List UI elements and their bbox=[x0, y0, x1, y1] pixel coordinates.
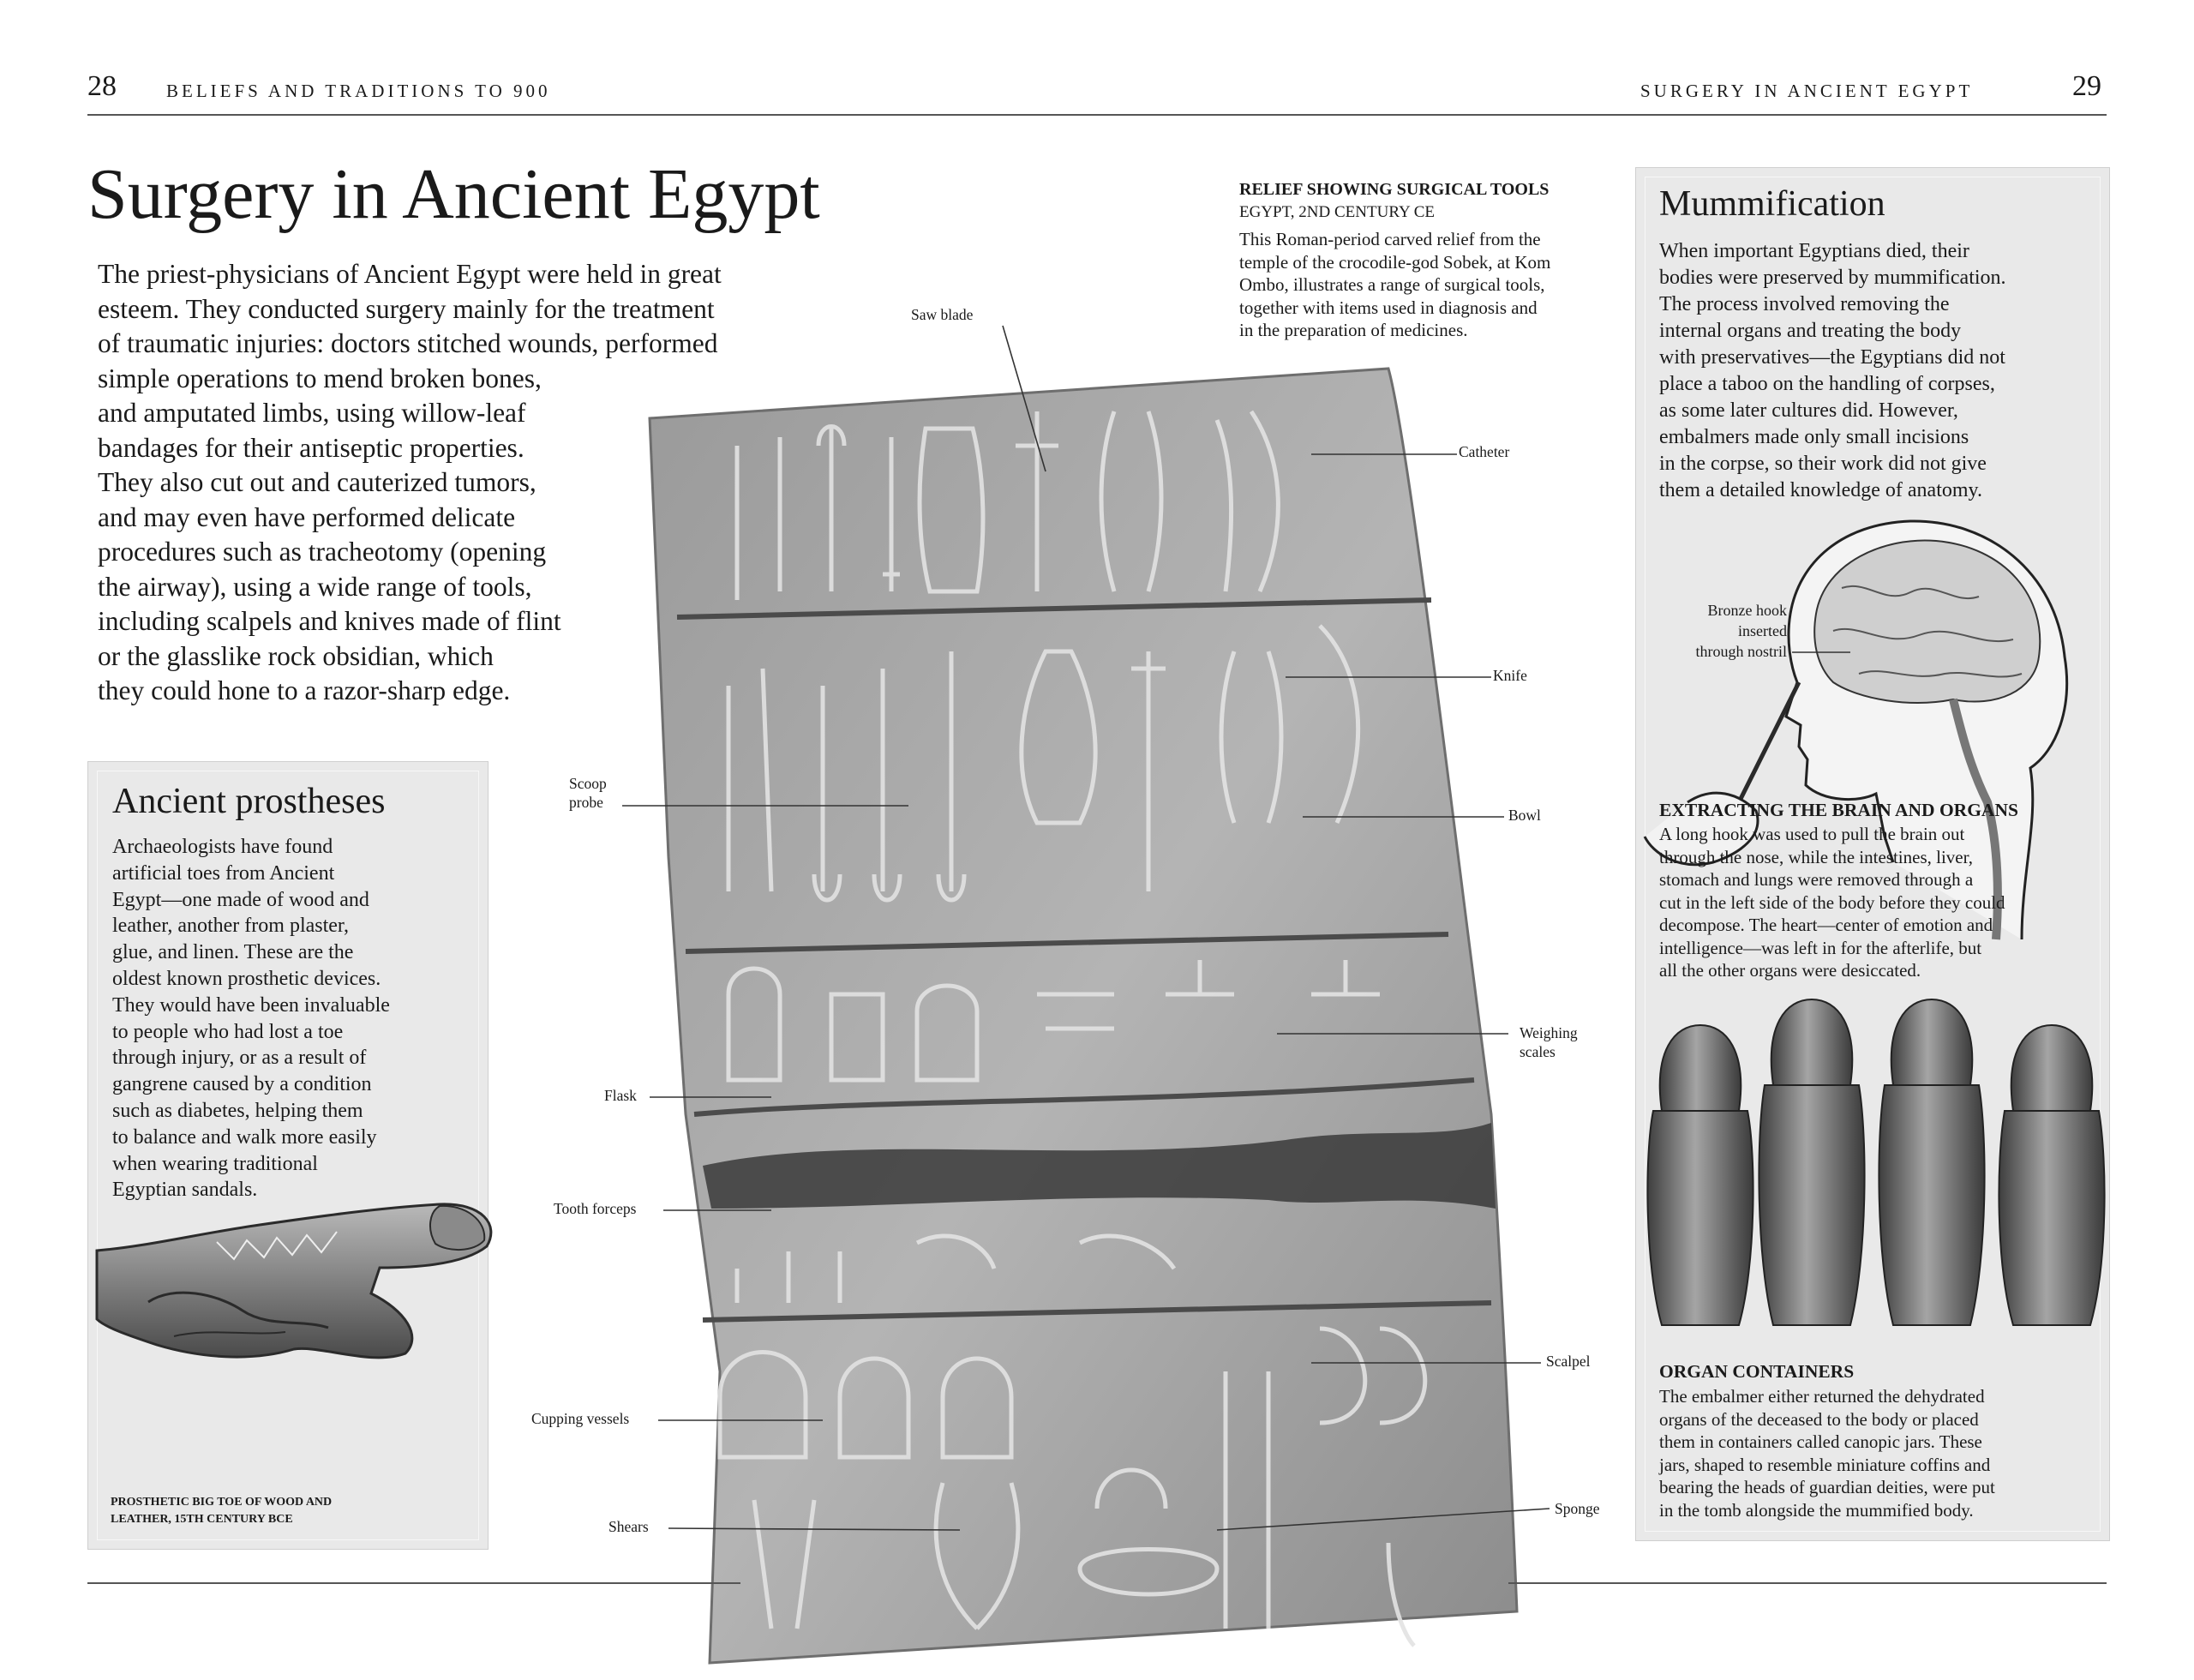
prostheses-line: gangrene caused by a condition bbox=[112, 1073, 372, 1096]
prostheses-line: leather, another from plaster, bbox=[112, 915, 349, 938]
intro-line: bandages for their antiseptic properties. bbox=[98, 432, 525, 463]
mummification-line: in the corpse, so their work did not give bbox=[1659, 453, 1987, 475]
prostheses-line: to balance and walk more easily bbox=[112, 1125, 377, 1149]
intro-line: of traumatic injuries: doctors stitched wounds, performed bbox=[98, 328, 718, 358]
prostheses-line: Egypt—one made of wood and bbox=[112, 888, 369, 911]
intro-line: and amputated limbs, using willow-leaf bbox=[98, 398, 526, 428]
relief-line: temple of the crocodile-god Sobek, at Kom bbox=[1239, 251, 1551, 273]
label-sponge: Sponge bbox=[1555, 1500, 1600, 1517]
containers-line: them in containers called canopic jars. These bbox=[1659, 1431, 1982, 1452]
intro-line: The priest-physicians of Ancient Egypt were held in great bbox=[98, 259, 722, 289]
prostheses-line: through injury, or as a result of bbox=[112, 1047, 367, 1070]
prostheses-line: when wearing traditional bbox=[112, 1152, 318, 1175]
relief-line: This Roman-period carved relief from the bbox=[1239, 229, 1541, 249]
label-flask: Flask bbox=[604, 1087, 637, 1104]
intro-line: and may even have performed delicate bbox=[98, 501, 516, 532]
saw-blade-leader bbox=[1003, 326, 1046, 471]
containers-line: jars, shaped to resemble miniature coffins and bbox=[1659, 1454, 1991, 1475]
containers-line: bearing the heads of guardian deities, were put bbox=[1659, 1477, 1995, 1497]
extract-line: cut in the left side of the body before they could bbox=[1659, 891, 2005, 913]
footer-rule-left bbox=[87, 1582, 740, 1584]
mummification-line: with preservatives—the Egyptians did not bbox=[1659, 346, 2005, 369]
canopic-jar bbox=[1759, 999, 1864, 1325]
relief-line: together with items used in diagnosis and bbox=[1239, 297, 1538, 318]
left-running-title: BELIEFS AND TRADITIONS TO 900 bbox=[166, 81, 551, 101]
extract-line: decompose. The heart—center of emotion and bbox=[1659, 915, 1993, 935]
canopic-jar bbox=[1647, 1025, 1753, 1325]
label-knife: Knife bbox=[1493, 667, 1527, 684]
intro-line: they could hone to a razor-sharp edge. bbox=[98, 675, 511, 705]
intro-line: the airway), using a wide range of tools, bbox=[98, 571, 532, 602]
label-shears: Shears bbox=[608, 1518, 649, 1535]
extract-line: A long hook was used to pull the brain out bbox=[1659, 824, 1965, 844]
label-saw-blade: Saw blade bbox=[911, 306, 974, 323]
mummification-line: place a taboo on the handling of corpses, bbox=[1659, 373, 1995, 395]
right-page-number: 29 bbox=[2072, 70, 2101, 102]
footer-rule-right bbox=[1508, 1582, 2107, 1584]
intro-line: including scalpels and knives made of flint bbox=[98, 606, 561, 636]
canopic-jars-image bbox=[1636, 982, 2109, 1342]
prostheses-line: such as diabetes, helping them bbox=[112, 1099, 363, 1122]
intro-line: They also cut out and cauterized tumors, bbox=[98, 467, 537, 497]
canopic-jar bbox=[1999, 1025, 2104, 1325]
left-page-number: 28 bbox=[87, 70, 117, 102]
extract-line: stomach and lungs were removed through a bbox=[1659, 869, 1974, 890]
right-running-title: SURGERY IN ANCIENT EGYPT bbox=[1640, 81, 1974, 101]
extract-heading: EXTRACTING THE BRAIN AND ORGANS bbox=[1659, 800, 2018, 820]
extract-text bbox=[1659, 823, 2005, 982]
containers-text bbox=[1659, 1385, 1995, 1521]
canopic-jar bbox=[1879, 999, 1984, 1325]
extract-line: all the other organs were desiccated. bbox=[1659, 960, 1921, 981]
mummification-line: as some later cultures did. However, bbox=[1659, 399, 1958, 422]
label-tooth-forceps: Tooth forceps bbox=[554, 1200, 637, 1217]
mummification-line: embalmers made only small incisions bbox=[1659, 426, 1969, 448]
label-bowl: Bowl bbox=[1508, 807, 1541, 824]
containers-heading: ORGAN CONTAINERS bbox=[1659, 1361, 1855, 1382]
intro-line: or the glasslike rock obsidian, which bbox=[98, 640, 494, 671]
prostheses-line: glue, and linen. These are the bbox=[112, 941, 354, 964]
prostheses-line: oldest known prosthetic devices. bbox=[112, 967, 381, 990]
prostheses-title: Ancient prostheses bbox=[112, 782, 386, 821]
intro-line: simple operations to mend broken bones, bbox=[98, 363, 542, 393]
relief-subheading: EGYPT, 2ND CENTURY CE bbox=[1239, 203, 1435, 221]
containers-line: The embalmer either returned the dehydrated bbox=[1659, 1386, 1985, 1407]
prostheses-line: artificial toes from Ancient bbox=[112, 861, 335, 885]
mummification-box bbox=[1635, 167, 2110, 1541]
mummification-line: them a detailed knowledge of anatomy. bbox=[1659, 479, 1982, 501]
prostheses-line: Egyptian sandals. bbox=[112, 1179, 258, 1202]
extract-line: intelligence—was left in for the afterlife, but bbox=[1659, 937, 1982, 958]
label-weighing-scales: Weighing scales bbox=[1520, 1024, 1578, 1060]
prostheses-line: Archaeologists have found bbox=[112, 836, 333, 858]
sponge-leader bbox=[1217, 1509, 1550, 1530]
mummification-line: bodies were preserved by mummification. bbox=[1659, 267, 2006, 289]
hook-label: Bronze hook inserted through nostril bbox=[1695, 602, 1787, 660]
intro-line: procedures such as tracheotomy (opening bbox=[98, 537, 547, 567]
prostheses-line: to people who had lost a toe bbox=[112, 1020, 344, 1043]
label-catheter: Catheter bbox=[1459, 443, 1510, 460]
extract-line: through the nose, while the intestines, liver, bbox=[1659, 846, 1974, 867]
label-scalpel: Scalpel bbox=[1546, 1353, 1591, 1370]
label-cupping-vessels: Cupping vessels bbox=[531, 1410, 630, 1427]
shears-leader bbox=[668, 1528, 960, 1530]
relief-line: in the preparation of medicines. bbox=[1239, 320, 1468, 340]
mummification-line: When important Egyptians died, their bbox=[1659, 240, 1969, 262]
prostheses-caption: PROSTHETIC BIG TOE OF WOOD AND LEATHER, 15TH CENTURY BCE bbox=[111, 1496, 333, 1526]
mummification-line: The process involved removing the bbox=[1659, 293, 1950, 315]
containers-line: organs of the deceased to the body or placed bbox=[1659, 1408, 1979, 1430]
mummification-line: internal organs and treating the body bbox=[1659, 320, 1962, 342]
relief-heading: RELIEF SHOWING SURGICAL TOOLS bbox=[1239, 180, 1550, 199]
mummification-title: Mummification bbox=[1659, 184, 1885, 224]
containers-line: in the tomb alongside the mummified body. bbox=[1659, 1499, 1974, 1521]
label-scoop-probe: Scoop probe bbox=[569, 775, 607, 811]
page-title: Surgery in Ancient Egypt bbox=[87, 154, 820, 234]
intro-line: esteem. They conducted surgery mainly for the treatment bbox=[98, 293, 715, 324]
prostheses-line: They would have been invaluable bbox=[112, 993, 390, 1017]
relief-line: Ombo, illustrates a range of surgical tools, bbox=[1239, 274, 1545, 295]
